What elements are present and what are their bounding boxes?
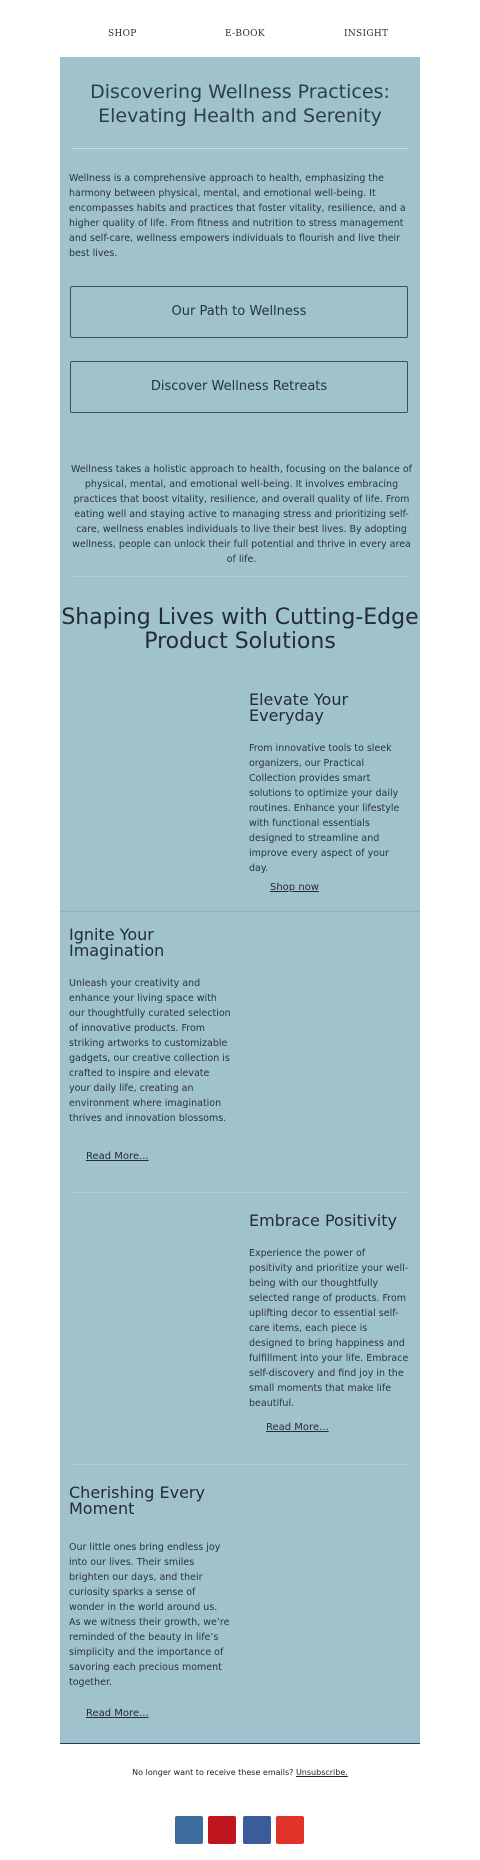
page-title: Discovering Wellness Practices: Elevating Health and Serenity (90, 81, 390, 127)
panel-bottom-border (60, 1743, 420, 1744)
read-more-link[interactable]: Read More... (266, 1422, 329, 1433)
read-more-link[interactable]: Read More... (86, 1708, 149, 1719)
feature-title: Ignite Your Imagination (69, 925, 165, 960)
products-heading: Shaping Lives with Cutting-Edge Product Solutions (61, 605, 419, 654)
unsubscribe-notice (0, 1768, 480, 1777)
feature-title: Embrace Positivity (249, 1211, 397, 1230)
shop-now-link[interactable]: Shop now (270, 882, 319, 893)
divider (72, 148, 408, 149)
divider (70, 576, 408, 577)
facebook-icon[interactable] (175, 1816, 203, 1844)
feature-body: Unleash your creativity and enhance your living space with our thoughtfully curated selection of innovative products. From striking artworks to customizable gadgets, our creative collection is crafted to inspire and elevate your daily life, creating an environment where imagination thrives and innovation blossoms. (69, 978, 231, 1124)
our-path-button[interactable]: Our Path to Wellness (70, 286, 408, 338)
feature-body: Experience the power of positivity and prioritize your well-being with our thoughtfully selected range of products. From uplifting decor to essential self-care items, each piece is designed to bring happiness and fulfillment into your life. Embrace self-discovery and find joy in the small moments that make life beautiful. (249, 1248, 409, 1409)
intro-text: Wellness is a comprehensive approach to health, emphasizing the harmony between physical, mental, and emotional well-being. It encompasses habits and practices that foster vitality, resilience, and a higher quality of life. From fitness and nutrition to stress management and self-care, wellness empowers individuals to flourish and live their best lives. (69, 173, 406, 259)
nav-shop-link[interactable]: SHOP (108, 29, 137, 39)
unsubscribe-link[interactable]: Unsubscribe. (295, 1768, 348, 1777)
divider (70, 1464, 408, 1465)
unsubscribe-prompt: No longer want to receive these emails? (132, 1768, 294, 1777)
holistic-text: Wellness takes a holistic approach to health, focusing on the balance of physical, mental, and emotional well-being. It involves embracing practices that boost vitality, resilience, and overall quality of life. From eating well and staying active to managing stress and prioritizing self-care, wellness enables individuals to live their best lives. By adopting wellness, people can unlock their full potential and thrive in every area of life. (70, 464, 413, 565)
top-nav (0, 0, 480, 58)
divider (60, 911, 420, 912)
google-plus-icon[interactable] (276, 1816, 304, 1844)
nav-ebook-link[interactable]: E-BOOK (225, 29, 265, 39)
nav-insight-link[interactable]: INSIGHT (344, 29, 389, 39)
pinterest-icon[interactable] (208, 1816, 236, 1844)
feature-body: From innovative tools to sleek organizers, our Practical Collection provides smart solutions to optimize your daily routines. Enhance your lifestyle with functional essentials designed to streamline and improve every aspect of your day. (249, 743, 400, 874)
discover-retreats-button[interactable]: Discover Wellness Retreats (70, 361, 408, 413)
feature-title: Elevate Your Everyday (249, 690, 349, 725)
facebook-icon[interactable] (243, 1816, 271, 1844)
feature-title: Cherishing Every Moment (69, 1483, 205, 1518)
feature-body: Our little ones bring endless joy into our lives. Their smiles brighten our days, and their curiosity sparks a sense of wonder in the world around us. As we witness their growth, we’re reminded of the beauty in life’s simplicity and the importance of savoring each precious moment together. (69, 1542, 230, 1688)
divider (70, 1192, 408, 1193)
read-more-link[interactable]: Read More... (86, 1151, 149, 1162)
